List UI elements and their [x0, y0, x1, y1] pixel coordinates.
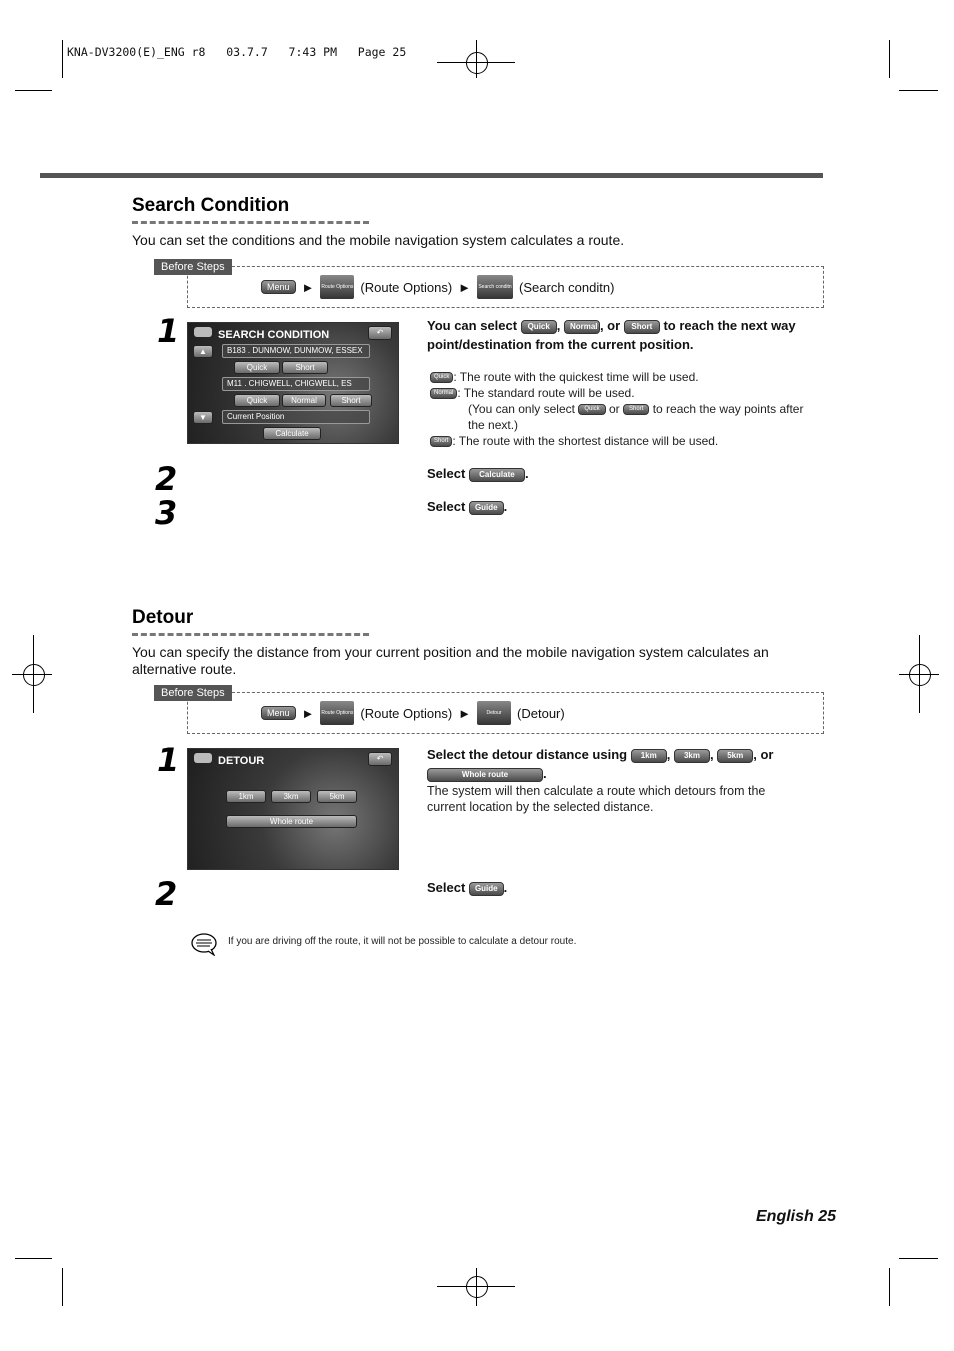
intro-text: You can set the conditions and the mobile navigation system calculates a route.	[132, 232, 625, 248]
title-underline	[132, 633, 369, 636]
note-icon	[190, 932, 218, 956]
3km-button[interactable]: 3km	[271, 790, 311, 803]
whole-route-button[interactable]: Whole route	[226, 815, 357, 828]
step-instruction: Select Guide .	[427, 499, 508, 514]
step-instruction: You can select Quick , Normal , or Short to reach the next way point/destination from the current position.	[427, 318, 796, 352]
step-instruction: Select Guide .	[427, 880, 508, 895]
detour-icon[interactable]: Detour	[477, 701, 511, 725]
page-number: English 25	[756, 1208, 837, 1225]
step-instruction: Select Calculate .	[427, 466, 529, 481]
crop-mark	[889, 40, 890, 78]
crop-mark	[437, 1286, 515, 1287]
detour-screen	[187, 748, 399, 870]
quick-button[interactable]: Quick	[521, 320, 557, 334]
step-number: 2	[155, 875, 178, 913]
menu-button[interactable]: Menu	[261, 706, 296, 720]
crop-mark	[62, 40, 63, 78]
screen-title: SEARCH CONDITION	[218, 329, 330, 341]
guide-button[interactable]: Guide	[469, 882, 504, 896]
search-condition-screen	[187, 322, 399, 444]
crop-mark	[12, 674, 52, 675]
scroll-up-icon[interactable]: ▲	[193, 345, 213, 358]
route-options-icon[interactable]: Route Options	[320, 701, 354, 725]
section-title: Search Condition	[132, 195, 290, 216]
crop-mark	[899, 90, 938, 91]
step-number: 2	[155, 460, 178, 498]
detour-label: (Detour)	[517, 705, 565, 721]
registration-mark	[466, 1276, 488, 1298]
step-instruction: Select the detour distance using 1km , 3km , 5km , or Whole route .	[427, 747, 774, 781]
crop-mark	[15, 90, 52, 91]
back-icon[interactable]: ↶	[368, 752, 392, 766]
before-steps-path	[261, 275, 614, 299]
quick-button[interactable]: Quick	[234, 361, 280, 374]
quick-button[interactable]: Quick	[234, 394, 280, 407]
intro-text: You can specify the distance from your current position and the mobile navigation system calculates an alternative route.	[132, 644, 769, 677]
registration-mark	[466, 52, 488, 74]
short-button[interactable]: Short	[623, 404, 649, 415]
route-options-label: (Route Options)	[360, 705, 453, 721]
normal-button[interactable]: Normal	[282, 394, 326, 407]
menu-button[interactable]: Menu	[261, 280, 296, 294]
registration-mark	[23, 664, 45, 686]
arrow-right-icon: ►	[301, 279, 315, 295]
title-underline	[132, 221, 369, 224]
waypoint-row: M11 . CHIGWELL, CHIGWELL, ES	[222, 377, 370, 391]
search-condition-icon[interactable]: Search conditn	[477, 275, 513, 299]
back-icon[interactable]: ↶	[368, 326, 392, 340]
guide-button[interactable]: Guide	[469, 501, 504, 515]
short-button[interactable]: Short	[624, 320, 660, 334]
step-number: 3	[155, 494, 178, 532]
scroll-down-icon[interactable]: ▼	[193, 411, 213, 424]
normal-button[interactable]: Normal	[564, 320, 600, 334]
1km-button[interactable]: 1km	[631, 749, 667, 763]
whole-route-button[interactable]: Whole route	[427, 768, 543, 782]
step-number: 1	[157, 741, 180, 779]
print-info: KNA-DV3200(E)_ENG r8 03.7.7 7:43 PM Page 25	[67, 45, 407, 59]
calculate-button[interactable]: Calculate	[469, 468, 525, 482]
short-button[interactable]: Short	[330, 394, 372, 407]
5km-button[interactable]: 5km	[717, 749, 753, 763]
before-steps-label: Before Steps	[154, 685, 232, 701]
crop-mark	[15, 1258, 52, 1259]
before-steps-label: Before Steps	[154, 259, 232, 275]
3km-button[interactable]: 3km	[674, 749, 710, 763]
crop-mark	[476, 1268, 477, 1306]
route-options-label: (Route Options)	[360, 279, 453, 295]
short-button[interactable]: Short	[282, 361, 328, 374]
waypoint-row: B183 . DUNMOW, DUNMOW, ESSEX	[222, 344, 370, 358]
arrow-right-icon: ►	[301, 705, 315, 721]
search-condition-label: (Search conditn)	[519, 279, 615, 295]
quick-button[interactable]: Quick	[430, 372, 453, 383]
arrow-right-icon: ►	[458, 705, 472, 721]
section-title: Detour	[132, 607, 194, 628]
crop-mark	[437, 62, 515, 63]
crop-mark	[62, 1268, 63, 1306]
1km-button[interactable]: 1km	[226, 790, 266, 803]
home-icon	[194, 753, 212, 763]
calculate-button[interactable]: Calculate	[263, 427, 321, 440]
route-options-icon[interactable]: Route Options	[320, 275, 354, 299]
crop-mark	[476, 40, 477, 78]
step-description: The system will then calculate a route which detours from the current location by the selected distance.	[427, 784, 766, 814]
note-text: If you are driving off the route, it will not be possible to calculate a detour route.	[228, 936, 577, 947]
before-steps-path	[261, 701, 565, 725]
screen-title: DETOUR	[218, 755, 265, 767]
option-description: Quick : The route with the quickest time will be used. Normal : The standard route will be used. (You can only select Quick or Short to reach the way points after the next.) Short : The route with the shortest distance will be used.	[430, 369, 822, 449]
registration-mark	[909, 664, 931, 686]
crop-mark	[899, 1258, 938, 1259]
current-position-row: Current Position	[222, 410, 370, 424]
normal-button[interactable]: Normal	[430, 388, 457, 399]
arrow-right-icon: ►	[458, 279, 472, 295]
5km-button[interactable]: 5km	[317, 790, 357, 803]
crop-mark	[889, 1268, 890, 1306]
note-icon	[190, 932, 218, 956]
home-icon	[194, 327, 212, 337]
quick-button[interactable]: Quick	[578, 404, 605, 415]
step-number: 1	[157, 312, 180, 350]
crop-mark	[899, 674, 939, 675]
short-button[interactable]: Short	[430, 436, 452, 447]
top-rule	[40, 173, 823, 178]
